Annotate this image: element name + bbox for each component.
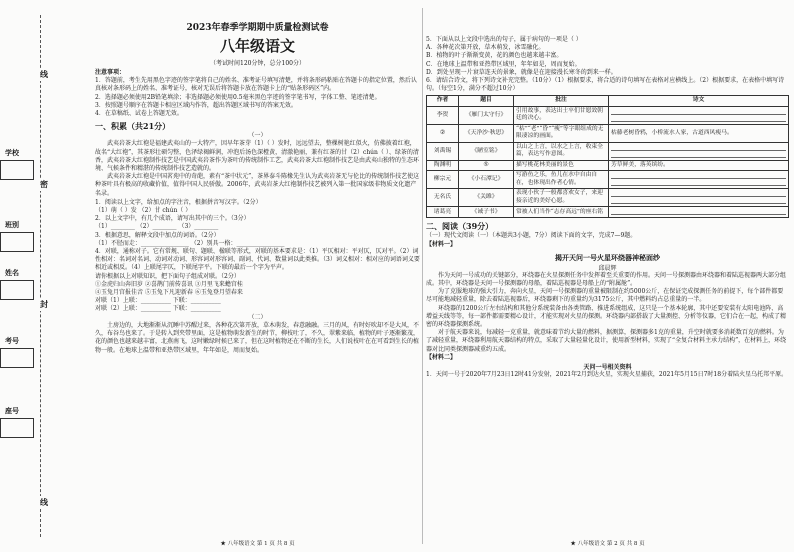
field-school-box[interactable] bbox=[0, 160, 34, 180]
question-line: 6．请结合诗文，将下列诗文补充完整。（10分）（1）根据要求，将合适的诗句填写在表格对应横线上。（2）根据要求，在表格中填写诗句。（每空1分，满分不超过10分） bbox=[426, 77, 785, 93]
passage-paragraph: 武夷岩茶大红袍是中国茗苑中的奇葩，素有“茶中状元”，茶界泰斗陈椽先生认为武夷岩茶无与伦比的传统制作技艺使这种茶叶具有极高的收藏价值，值得中国人民骄傲。2006年，武夷岩茶大红袍制作技艺被列入第一批国家级非物质文化遗产名录。 bbox=[95, 173, 420, 197]
answer-line[interactable]: （1）不胫而走：________________ （2）别具一格：________________ bbox=[95, 239, 285, 247]
poem-blank[interactable] bbox=[611, 180, 786, 186]
cell-author: 李贺 bbox=[427, 106, 459, 124]
cell-title[interactable]: ⑤ bbox=[459, 160, 514, 171]
poem-table bbox=[426, 95, 789, 218]
cell-poem[interactable] bbox=[609, 189, 789, 207]
question-line: 请你根据以上对联知识，把下面句子组成对联。（2分） bbox=[95, 272, 240, 280]
field-id-box[interactable] bbox=[0, 348, 34, 368]
cell-title: 《诫子书》 bbox=[459, 207, 514, 218]
cell-note: “枯”“老”“昏”“瘦”等字眼组成的无限凄凉的画面。 bbox=[514, 124, 609, 142]
subject-title: 八年级语文 bbox=[219, 37, 295, 55]
field-school-label: 学校 bbox=[5, 148, 19, 157]
article-author: 邱晨辉 bbox=[598, 264, 617, 272]
cell-author: 无名氏 bbox=[427, 189, 459, 207]
cut-word: 线 bbox=[40, 497, 48, 507]
notice-item: 2．选择题必须使用2B铅笔填涂；非选择题必须使用0.5毫米黑色字迹的签字笔书写，字体工整、笔迹清楚。 bbox=[95, 93, 381, 101]
material-2-label: 【材料二】 bbox=[426, 353, 457, 361]
cell-poem[interactable] bbox=[609, 106, 789, 124]
cut-word: 线 bbox=[40, 69, 48, 79]
cut-word: 封 bbox=[40, 299, 48, 309]
cell-note: 常被人们当作“志存高远”的座右铭 bbox=[514, 207, 609, 218]
cell-author: 诸葛亮 bbox=[427, 207, 459, 218]
cell-note: 写游鱼之乐，鱼儿在水中自由自在，也体现出作者心情。 bbox=[514, 171, 609, 189]
col-poem: 诗文 bbox=[609, 96, 789, 107]
exam-title: 2023年春季学期期中质量检测试卷 bbox=[186, 23, 329, 33]
option-a[interactable]: A．各种花次第开放，草木萌发，冰雪融化。 bbox=[426, 44, 545, 52]
option-d[interactable]: D．到处呈现一片衰草连天的景象，就像是在迎接漫长寒冬的到来一样。 bbox=[426, 68, 617, 76]
cell-author: 陶渊明 bbox=[427, 160, 459, 171]
question-line: 1．阅读以上文字，给加点的字注音，根据拼音写汉字。（2分） bbox=[95, 198, 262, 206]
part-b-marker: （二） bbox=[248, 313, 267, 321]
option-c[interactable]: C．在地球上温带和亚热带区域里，年年如是，周而复始。 bbox=[426, 60, 581, 68]
col-title: 题目 bbox=[459, 96, 514, 107]
table-row bbox=[427, 160, 789, 171]
notice-heading: 注意事项： bbox=[95, 69, 126, 76]
cell-poem[interactable] bbox=[609, 207, 789, 218]
field-name-label: 姓名 bbox=[5, 268, 19, 277]
table-row bbox=[427, 207, 789, 218]
answer-line[interactable]: （1）________ （2）________ （3）________ bbox=[95, 223, 219, 231]
poem-blank[interactable] bbox=[611, 116, 786, 122]
cell-poem[interactable] bbox=[609, 142, 789, 160]
answer-line[interactable]: 对联（1）上联：__________ 下联：__________ bbox=[95, 297, 221, 305]
page-fold bbox=[422, 8, 423, 544]
cell-note: 描写桃花林美丽的景色 bbox=[514, 160, 609, 171]
question-line: 5．下面从以上文段中选出的句子，属于病句的一项是（ ） bbox=[426, 36, 582, 43]
cell-title: 《天净沙·秋思》 bbox=[459, 124, 514, 142]
passage-paragraph: 土房边的，大地渐渐从沉睡中苏醒过来，各种花次第开放，草木萌发，春意融融。三月的风，有时好吹却不是大风，不久，布谷鸟也来了。于是转入到夹带里面，这是植物萌发新生的时节，柳枝吐了，不久，翠紫来临，植物的叶子逐渐繁茂，花的颜色也越来越丰富，北燕南飞，这时嫩绿时候已来了，但在这时植物还在不断的生长，人们说枝叶在在可看到生长的植物一般。在地球上温带和亚热带区域里，年年如是，周而复始。 bbox=[95, 321, 420, 354]
page-2 bbox=[426, 0, 789, 552]
time-note: （考试时间120分钟，总分100分） bbox=[210, 60, 305, 67]
cell-poem: 芳草鲜美，落英缤纷。 bbox=[609, 160, 789, 171]
passage-paragraph: 武夷岩茶大红袍是福建武夷山的一大特产，因早年茶芽（1）（ ）发时，远远望去，整棵树艳红似火，仿佛披着红袍，故名“大红袍”，其茶形壮硕匀整，色泽绿褐鲜润，冲泡后汤色深橙黄，清澈艳丽，兼有红茶的甘（2）chún（ ）、绿茶的清香，武夷岩茶大红袍制作技艺是中国武夷岩茶作为茶叶的传统制作工艺，武夷岩茶大红袍制作技艺是由武夷山独特的生态环境、气候条件和精湛的传统制作技艺造就的。 bbox=[95, 140, 420, 173]
article-paragraph: 对于航天器来说，每减轻一克重量，就意味着节约大量的燃料，据测算，探测器多1克的重量，升空时就要多消耗数百克的燃料。为了减轻重量，环绕器利用航天器结构的特点，采取了大量轻量化设计，使用新型材料，实现了“全复合材料主承力结构”，在材料上，环绕器对比同类探测器减重约五成。 bbox=[426, 329, 787, 353]
material-1-label: 【材料一】 bbox=[426, 240, 457, 248]
section-2-heading: 二、阅读（39分） bbox=[426, 221, 494, 232]
cell-title: 《关雎》 bbox=[459, 189, 514, 207]
cell-title: 《小石潭记》 bbox=[459, 171, 514, 189]
material-2-title: 天问一号相关资料 bbox=[583, 364, 632, 372]
cell-author: 刘禹锡 bbox=[427, 142, 459, 160]
reading-intro: （一）现代文阅读（一）（本题共3小题，7分）阅读下面的文字，完成7—9题。 bbox=[426, 232, 637, 240]
part-a-marker: （一） bbox=[248, 132, 267, 140]
article-title: 揭开天问一号火星环绕器神秘面纱 bbox=[555, 252, 660, 262]
cut-word: 密 bbox=[40, 179, 48, 189]
question-line: 3．根据意思，解释文段中加点的词语。（2分） bbox=[95, 231, 220, 239]
poem-blank[interactable] bbox=[611, 109, 786, 115]
cell-title: 《雁门太守行》 bbox=[459, 106, 514, 124]
cell-poem[interactable] bbox=[609, 171, 789, 189]
poem-blank[interactable] bbox=[611, 209, 786, 215]
poem-blank[interactable] bbox=[611, 198, 786, 204]
cell-poem: 枯藤老树昏鸦，小桥流水人家，古道西风瘦马。 bbox=[609, 124, 789, 142]
poem-blank[interactable] bbox=[611, 173, 786, 179]
notice-item: 4．在草稿纸、试卷上答题无效。 bbox=[95, 110, 183, 118]
article-paragraph: 作为天问一号成功的关键部分，环绕器在火星探测任务中发挥着至关重要的作用。天问一号探测器由环绕器和着陆巡视器两大部分组成。其中，环绕器是天问一号探测器的母船，着陆巡视器是母船上的“附属舱”。 bbox=[426, 271, 787, 288]
cell-author: 柳宗元 bbox=[427, 171, 459, 189]
cell-note: 以山之上言，以水之上言，收束全篇，表达写作意图。 bbox=[514, 142, 609, 160]
field-id-label: 考号 bbox=[5, 336, 19, 345]
cell-author[interactable]: ② bbox=[427, 124, 459, 142]
section-1-heading: 一、积累（共21分） bbox=[95, 121, 171, 132]
question-line: 2．以上文字中，有几个成语，请写出其中的三个。（3分） bbox=[95, 215, 250, 223]
article-paragraph: 为了克服地球的强大引力，奔向火星，天问一号探测器的重量被限制在约5000公斤，在保证完成探测任务的前提下，每个部件都要尽可能地减轻重量，除去着陆巡视器后，环绕器剩下的重量约为3175公斤，其中燃料约占总重量的一半。 bbox=[426, 288, 784, 304]
col-note: 批注 bbox=[514, 96, 609, 107]
answer-line[interactable]: 对联（2）上联：__________ 下联：__________ bbox=[95, 305, 221, 313]
poem-blank[interactable] bbox=[611, 191, 786, 197]
notice-item: 3．按照题号顺序在答题卡相应区域内作答，超出答题区域书写的答案无效。 bbox=[95, 101, 297, 109]
page-footer: ★ 八年级语文 第 2 页 共 8 页 bbox=[570, 541, 645, 547]
field-seat-label: 座号 bbox=[5, 406, 19, 415]
cut-line bbox=[40, 15, 41, 537]
field-seat-box[interactable] bbox=[0, 418, 34, 438]
binding-margin bbox=[0, 0, 92, 552]
field-class-label: 班别 bbox=[5, 220, 19, 229]
answer-line[interactable]: （1）萌（ ）发 （2）甘 chún（ ） bbox=[95, 207, 192, 215]
cell-note: 引用故事，表达出士卒们甘愿效朝廷的决心。 bbox=[514, 106, 609, 124]
cell-title: 《陋室铭》 bbox=[459, 142, 514, 160]
cell-note: 表现小伙子一般都喜欢女子，来迎接亲近的美好心愿。 bbox=[514, 189, 609, 207]
table-row bbox=[427, 189, 789, 207]
page-1 bbox=[95, 0, 420, 552]
notice-item: 1．答题前，考生先用黑色字迹的签字笔将自己的姓名、准考证号填写清楚，并将条形码粘贴在答题卡的指定位置，然后认真核对条形码上的姓名、准考证号，核对无误后将答题卡放在答题卡上的“贴条形码区”内。 bbox=[95, 77, 417, 93]
field-name-box[interactable] bbox=[0, 280, 34, 300]
question-line: 4．对联，通称对子。它有常规、联句、题联、楹联等形式，对联的基本要求是：（1）平仄相对：平对仄，仄对平。（2）词性相对：名词对名词、动词对动词、形容词对形容词、副词、代词、数量词以此类推。（3）词义相对：相对应的词语词义要相近或相反。（4）上联尾字仄，下联尾字平。下联的最后一个字为平声。 bbox=[95, 248, 420, 272]
table-row bbox=[427, 124, 789, 142]
table-row bbox=[427, 142, 789, 160]
table-row bbox=[427, 171, 789, 189]
poem-blank[interactable] bbox=[611, 145, 786, 151]
col-author: 作者 bbox=[427, 96, 459, 107]
article-paragraph: 环绕器的1200公斤左右结构和其他分系统装备由各类管路、推进系统组成，这只是一个基本轮廓，其中还要安装有太阳电池阵、高增益天线等等，每一部件都需要精心设计，才能实现对火星的探测。环绕器内部搭载了大量测控、分析等仪器，它们合在一起，构成了精密的环绕器探测系统。 bbox=[426, 304, 787, 329]
table-header-row bbox=[427, 96, 789, 107]
couplet-options: ①金虎归山奔旧岁 ②喜鹊门前传喜讯 ③月里飞来蟾宫桂 bbox=[95, 280, 243, 288]
field-class-box[interactable] bbox=[0, 232, 34, 252]
couplet-options: ④玉兔月宫报佳音 ⑤玉兔下凡迎新春 ⑥玉兔登月望春来 bbox=[95, 289, 243, 297]
poem-blank[interactable] bbox=[611, 152, 786, 158]
option-b[interactable]: B．植物的叶子渐渐变黄，花的颜色也越来越丰富。 bbox=[426, 52, 563, 60]
page-footer: ★ 八年级语文 第 1 页 共 8 页 bbox=[220, 541, 295, 547]
table-row bbox=[427, 106, 789, 124]
material-2-text: 1．天问一号于2020年7月23日12时41分发射，2021年2月到达火星，实现火星捕获，2021年5月15日7时18分着陆火星乌托邦平原。 bbox=[426, 371, 788, 379]
